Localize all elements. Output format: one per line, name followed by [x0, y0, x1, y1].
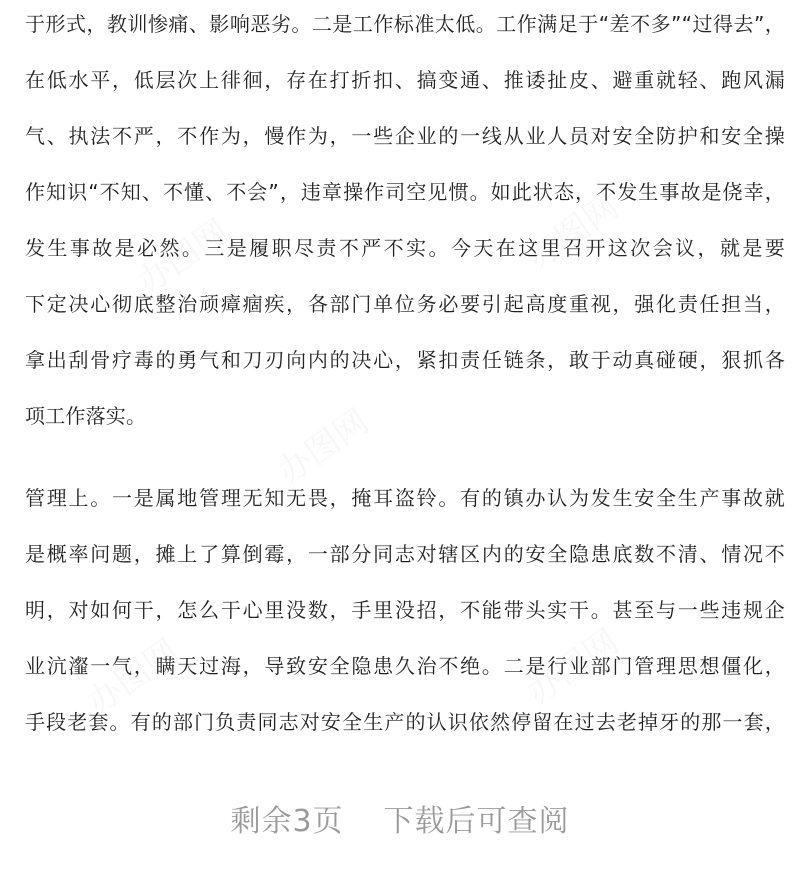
download-to-view-label: 下载后可查阅 [383, 804, 570, 839]
text-line: 业沆瀣一气，瞒天过海，导致安全隐患久治不绝。二是行业部门管理思想僵化， [25, 654, 785, 678]
text-line: 项工作落实。 [25, 404, 147, 428]
text-line: 在低水平，低层次上徘徊，存在打折扣、搞变通、推诿扯皮、避重就轻、跑风漏 [25, 68, 785, 92]
download-prompt[interactable] [0, 796, 800, 840]
text-line: 于形式，教训惨痛、影响恶劣。二是工作标准太低。工作满足于“差不多”“过得去”， [25, 12, 785, 36]
text-line: 作知识“不知、不懂、不会”，违章操作司空见惯。如此状态，不发生事故是侥幸， [25, 180, 785, 204]
text-line: 是概率问题，摊上了算倒霉，一部分同志对辖区内的安全隐患底数不清、情况不 [25, 542, 785, 566]
paragraph-2 [25, 486, 785, 766]
text-line: 拿出刮骨疗毒的勇气和刀刃向内的决心，紧扣责任链条，敢于动真碰硬，狠抓各 [25, 348, 785, 372]
text-line: 气、执法不严，不作为，慢作为，一些企业的一线从业人员对安全防护和安全操 [25, 124, 785, 148]
text-line: 明，对如何干，怎么干心里没数，手里没招，不能带头实干。甚至与一些违规企 [25, 598, 785, 622]
paragraph-1 [25, 12, 785, 460]
text-line: 管理上。一是属地管理无知无畏，掩耳盗铃。有的镇办认为发生安全生产事故就 [25, 486, 785, 510]
text-line: 手段老套。有的部门负责同志对安全生产的认识依然停留在过去老掉牙的那一套， [25, 710, 785, 734]
watermark: 办图网 [129, 211, 237, 304]
watermark: 办图网 [269, 401, 377, 494]
text-line: 发生事故是必然。三是履职尽责不严不实。今天在这里召开这次会议，就是要 [25, 236, 785, 260]
watermark: 办图网 [519, 621, 627, 714]
remaining-pages-label: 剩余3页 [230, 804, 344, 839]
watermark: 办图网 [79, 631, 187, 724]
text-line: 下定决心彻底整治顽瘴痼疾，各部门单位务必要引起高度重视，强化责任担当， [25, 292, 785, 316]
watermark: 办图网 [519, 186, 627, 279]
